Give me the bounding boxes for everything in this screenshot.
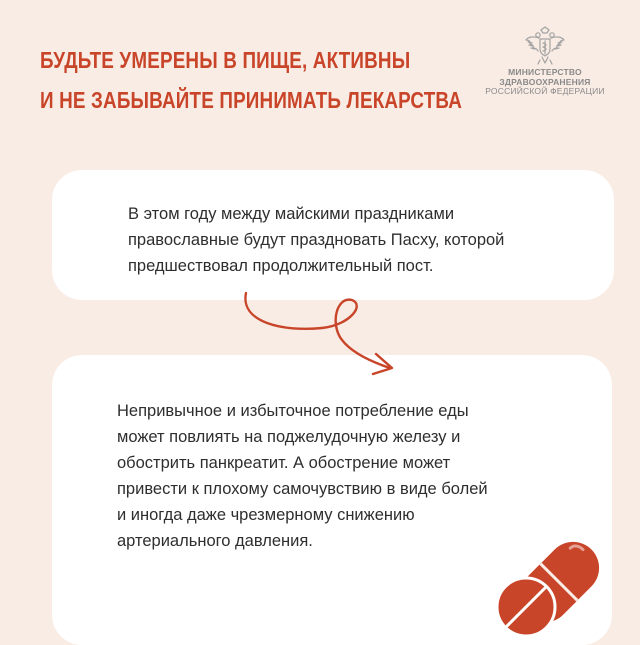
card1-line-1: В этом году между майскими праздниками	[128, 205, 455, 223]
card2-line-4: привести к плохому самочувствию в виде болей	[117, 480, 488, 498]
card2-line-2: может повлиять на поджелудочную железу и	[117, 428, 461, 446]
title-line-1: БУДЬТЕ УМЕРЕНЫ В ПИЩЕ, АКТИВНЫ	[40, 47, 411, 73]
title-line-2: И НЕ ЗАБЫВАЙТЕ ПРИНИМАТЬ ЛЕКАРСТВА	[40, 87, 463, 113]
card1-line-2: православные будут праздновать Пасху, которой	[128, 231, 505, 249]
card2-line-1: Непривычное и избыточное потребление еды	[117, 402, 469, 420]
pills-icon	[490, 515, 615, 640]
card2-line-3: обострить панкреатит. А обострение может	[117, 454, 451, 472]
card1-line-3: предшествовал продолжительный пост.	[128, 257, 434, 275]
ministry-line-1: МИНИСТЕРСТВО	[508, 67, 582, 77]
ministry-line-3: РОССИЙСКОЙ ФЕДЕРАЦИИ	[485, 86, 605, 96]
card2-line-6: артериального давления.	[117, 532, 313, 550]
ministry-line-2: ЗДРАВООХРАНЕНИЯ	[499, 76, 591, 87]
card2-line-5: и иногда даже чрезмерному снижению	[117, 506, 415, 524]
